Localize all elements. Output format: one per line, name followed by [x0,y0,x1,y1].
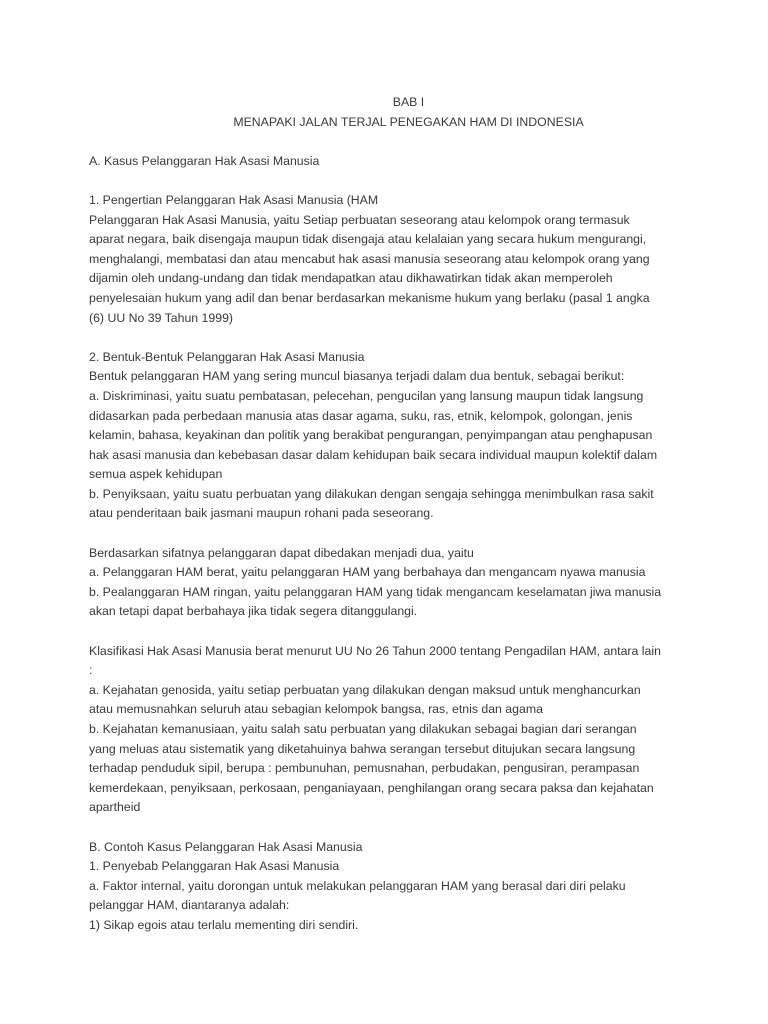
paragraph-line: b. Penyiksaan, yaitu suatu perbuatan yang dilakukan dengan sengaja sehingga menimbulkan rasa sakit [89,486,654,501]
spacer [89,132,728,152]
paragraph-line: akan tetapi dapat berbahaya jika tidak segera ditanggulangi. [89,604,418,619]
paragraph-line: aparat negara, baik disengaja maupun tidak disengaja atau kelalaian yang secara hukum mengurangi, [89,232,647,247]
spacer [89,171,728,191]
paragraph-line: atau memusnahkan seluruh atau sebagian kelompok bangsa, ras, etnis dan agama [89,702,543,717]
paragraph-line: a. Faktor internal, yaitu dorongan untuk melakukan pelanggaran HAM yang berasal dari diri pelaku [89,878,626,893]
paragraph-line: yang meluas atau sistematik yang diketahuinya bahwa serangan tersebut ditujukan secara langsung [89,741,636,756]
paragraph-line: a. Pelanggaran HAM berat, yaitu pelanggaran HAM yang berbahaya dan mengancam nyawa manusia [89,565,646,580]
paragraph-line: a. Diskriminasi, yaitu suatu pembatasan, pelecehan, pengucilan yang lansung maupun tidak langsung [89,388,644,403]
spacer [89,524,728,544]
paragraph-line: semua aspek kehidupan [89,467,223,482]
section-a-heading: A. Kasus Pelanggaran Hak Asasi Manusia [89,153,320,168]
chapter-number: BAB I [392,95,425,109]
paragraph-line: atau penderitaan baik jasmani maupun rohani pada seseorang. [89,506,434,521]
paragraph-line: didasarkan pada perbedaan manusia atas dasar agama, suku, ras, etnik, kelompok, golongan, jenis [89,408,633,423]
paragraph-line: (6) UU No 39 Tahun 1999) [89,310,234,325]
paragraph-line: Klasifikasi Hak Asasi Manusia berat menurut UU No 26 Tahun 2000 tentang Pengadilan HAM, antara lain [89,643,661,658]
paragraph-line: Bentuk pelanggaran HAM yang sering muncul biasanya terjadi dalam dua bentuk, sebagai berikut: [89,369,625,384]
subsection-1-heading: 1. Pengertian Pelanggaran Hak Asasi Manusia (HAM [89,192,379,207]
paragraph-line: terhadap penduduk sipil, berupa : pembunuhan, pemusnahan, perbudakan, pengusiran, perampasan [89,761,640,776]
paragraph-line: 1. Penyebab Pelanggaran Hak Asasi Manusia [89,859,340,874]
subsection-2-heading: 2. Bentuk-Bentuk Pelanggaran Hak Asasi Manusia [89,349,365,364]
spacer [89,328,728,348]
section-b-heading: B. Contoh Kasus Pelanggaran Hak Asasi Manusia [89,839,363,854]
spacer [89,622,728,642]
paragraph-line: menghalangi, membatasi dan atau mencabut hak asasi manusia seseorang atau kelompok orang yang [89,251,650,266]
paragraph-line: dijamin oleh undang-undang dan tidak mendapatkan atau dikhawatirkan tidak akan memperoleh [89,271,613,286]
paragraph-line: apartheid [89,800,141,815]
paragraph-line: kelamin, bahasa, keyakinan dan politik yang berakibat pengurangan, penyimpangan atau penghapusan [89,428,653,443]
paragraph-line: : [89,663,93,678]
paragraph-line: Berdasarkan sifatnya pelanggaran dapat dibedakan menjadi dua, yaitu [89,545,474,560]
paragraph-line: b. Kejahatan kemanusiaan, yaitu salah satu perbuatan yang dilakukan sebagai bagian dari serangan [89,722,637,736]
paragraph-line: penyelesaian hukum yang adil dan benar berdasarkan mekanisme hukum yang berlaku (pasal 1 angka [89,290,650,305]
paragraph-line: pelanggar HAM, diantaranya adalah: [89,898,290,913]
paragraph-line: Pelanggaran Hak Asasi Manusia, yaitu Setiap perbuatan seseorang atau kelompok orang termasuk [89,212,630,227]
chapter-title: MENAPAKI JALAN TERJAL PENEGAKAN HAM DI INDONESIA [233,114,584,129]
paragraph-line: kemerdekaan, penyiksaan, perkosaan, penganiayaan, penghilangan orang secara paksa dan kejahatan [89,780,654,795]
paragraph-line: a. Kejahatan genosida, yaitu setiap perbuatan yang dilakukan dengan maksud untuk menghancurkan [89,682,641,697]
paragraph-line: b. Pealanggaran HAM ringan, yaitu pelanggaran HAM yang tidak mengancam keselamatan jiwa manusia [89,584,662,599]
paragraph-line: hak asasi manusia dan kebebasan dasar dalam kehidupan baik secara individual maupun kolektif dalam [89,447,658,462]
spacer [89,818,728,838]
paragraph-line: 1) Sikap egois atau terlalu mementing diri sendiri. [89,917,359,932]
